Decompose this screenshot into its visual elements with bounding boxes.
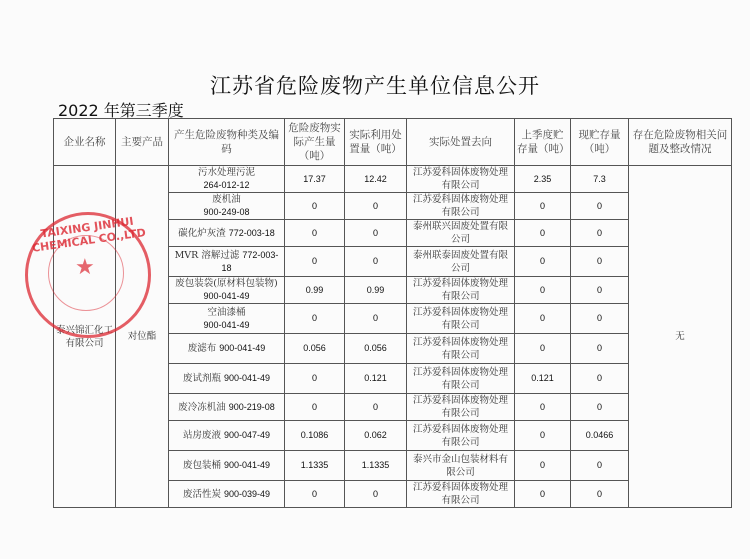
destination-cell: 泰州联泰固废处置有限公司 bbox=[407, 247, 515, 277]
hazardous-waste-table bbox=[53, 118, 732, 508]
utilized-cell: 0 bbox=[345, 304, 407, 334]
waste-type-cell: 废试剂瓶 900-041-49 bbox=[169, 364, 285, 394]
last-storage-cell: 0 bbox=[515, 304, 571, 334]
waste-type-cell: 碳化炉灰渣 772-003-18 bbox=[169, 220, 285, 247]
destination-cell: 江苏爱科固体废物处理有限公司 bbox=[407, 166, 515, 193]
utilized-cell: 0.99 bbox=[345, 277, 407, 304]
current-storage-cell: 0 bbox=[571, 451, 629, 481]
header-current-storage: 现贮存量（吨） bbox=[571, 119, 629, 166]
current-storage-cell: 0 bbox=[571, 247, 629, 277]
destination-cell: 江苏爱科固体废物处理有限公司 bbox=[407, 304, 515, 334]
seal-star-icon: ★ bbox=[75, 255, 95, 280]
last-storage-cell: 0.121 bbox=[515, 364, 571, 394]
last-storage-cell: 0 bbox=[515, 421, 571, 451]
generated-cell: 17.37 bbox=[285, 166, 345, 193]
waste-type-cell: 废冷冻机油 900-219-08 bbox=[169, 394, 285, 421]
generated-cell: 0.056 bbox=[285, 334, 345, 364]
utilized-cell: 0 bbox=[345, 193, 407, 220]
generated-cell: 0 bbox=[285, 394, 345, 421]
header-product: 主要产品 bbox=[116, 119, 169, 166]
header-waste-type: 产生危险废物种类及编码 bbox=[169, 119, 285, 166]
header-actual-generated: 危险废物实际产生量（吨） bbox=[285, 119, 345, 166]
current-storage-cell: 0 bbox=[571, 334, 629, 364]
last-storage-cell: 0 bbox=[515, 277, 571, 304]
destination-cell: 泰州联兴固废处置有限公司 bbox=[407, 220, 515, 247]
utilized-cell: 0 bbox=[345, 394, 407, 421]
last-storage-cell: 0 bbox=[515, 481, 571, 508]
current-storage-cell: 0 bbox=[571, 304, 629, 334]
generated-cell: 0 bbox=[285, 304, 345, 334]
utilized-cell: 0.121 bbox=[345, 364, 407, 394]
header-last-quarter-storage: 上季度贮存量（吨） bbox=[515, 119, 571, 166]
table-row bbox=[54, 166, 732, 193]
header-issues: 存在危险废物相关问题及整改情况 bbox=[629, 119, 732, 166]
destination-cell: 江苏爱科固体废物处理有限公司 bbox=[407, 277, 515, 304]
utilized-cell: 0.062 bbox=[345, 421, 407, 451]
table-header-row bbox=[54, 119, 732, 166]
waste-type-cell: 废包装袋(原材料包装物) 900-041-49 bbox=[169, 277, 285, 304]
waste-type-cell: 站房废液 900-047-49 bbox=[169, 421, 285, 451]
destination-cell: 江苏爱科固体废物处理有限公司 bbox=[407, 481, 515, 508]
destination-cell: 江苏爱科固体废物处理有限公司 bbox=[407, 364, 515, 394]
destination-cell: 江苏爱科固体废物处理有限公司 bbox=[407, 421, 515, 451]
current-storage-cell: 0 bbox=[571, 394, 629, 421]
generated-cell: 0 bbox=[285, 247, 345, 277]
main-product-cell: 对位酯 bbox=[116, 166, 169, 508]
utilized-cell: 0 bbox=[345, 481, 407, 508]
reporting-period: 2022 年第三季度 bbox=[58, 101, 184, 120]
last-storage-cell: 0 bbox=[515, 193, 571, 220]
utilized-cell: 12.42 bbox=[345, 166, 407, 193]
current-storage-cell: 7.3 bbox=[571, 166, 629, 193]
current-storage-cell: 0.0466 bbox=[571, 421, 629, 451]
destination-cell: 江苏爱科固体废物处理有限公司 bbox=[407, 334, 515, 364]
generated-cell: 0.1086 bbox=[285, 421, 345, 451]
utilized-cell: 0 bbox=[345, 247, 407, 277]
header-company: 企业名称 bbox=[54, 119, 116, 166]
last-storage-cell: 0 bbox=[515, 394, 571, 421]
generated-cell: 0 bbox=[285, 193, 345, 220]
current-storage-cell: 0 bbox=[571, 220, 629, 247]
generated-cell: 0 bbox=[285, 481, 345, 508]
generated-cell: 0 bbox=[285, 220, 345, 247]
current-storage-cell: 0 bbox=[571, 364, 629, 394]
last-storage-cell: 0 bbox=[515, 334, 571, 364]
current-storage-cell: 0 bbox=[571, 481, 629, 508]
document-title: 江苏省危险废物产生单位信息公开 bbox=[210, 74, 540, 98]
issues-cell: 无 bbox=[629, 166, 732, 508]
company-name-cell: 泰兴锦汇化工有限公司 bbox=[54, 166, 116, 508]
destination-cell: 泰兴市金山包装材料有限公司 bbox=[407, 451, 515, 481]
utilized-cell: 0 bbox=[345, 220, 407, 247]
current-storage-cell: 0 bbox=[571, 277, 629, 304]
waste-type-cell: 废机油 900-249-08 bbox=[169, 193, 285, 220]
waste-type-cell: 废活性炭 900-039-49 bbox=[169, 481, 285, 508]
utilized-cell: 0.056 bbox=[345, 334, 407, 364]
generated-cell: 0 bbox=[285, 364, 345, 394]
waste-type-cell: 废滤布 900-041-49 bbox=[169, 334, 285, 364]
utilized-cell: 1.1335 bbox=[345, 451, 407, 481]
waste-type-cell: 污水处理污泥 264-012-12 bbox=[169, 166, 285, 193]
waste-type-cell: MVR 溶解过滤 772-003-18 bbox=[169, 247, 285, 277]
header-actual-utilized: 实际利用处置量（吨） bbox=[345, 119, 407, 166]
last-storage-cell: 0 bbox=[515, 220, 571, 247]
current-storage-cell: 0 bbox=[571, 193, 629, 220]
generated-cell: 1.1335 bbox=[285, 451, 345, 481]
destination-cell: 江苏爱科固体废物处理有限公司 bbox=[407, 193, 515, 220]
last-storage-cell: 0 bbox=[515, 247, 571, 277]
waste-type-cell: 废包装桶 900-041-49 bbox=[169, 451, 285, 481]
waste-type-cell: 空油漆桶 900-041-49 bbox=[169, 304, 285, 334]
seal-text: TAIXING JINHUI CHEMICAL CO.,LTD bbox=[31, 214, 147, 255]
generated-cell: 0.99 bbox=[285, 277, 345, 304]
last-storage-cell: 2.35 bbox=[515, 166, 571, 193]
last-storage-cell: 0 bbox=[515, 451, 571, 481]
header-disposal-destination: 实际处置去向 bbox=[407, 119, 515, 166]
destination-cell: 江苏爱科固体废物处理有限公司 bbox=[407, 394, 515, 421]
